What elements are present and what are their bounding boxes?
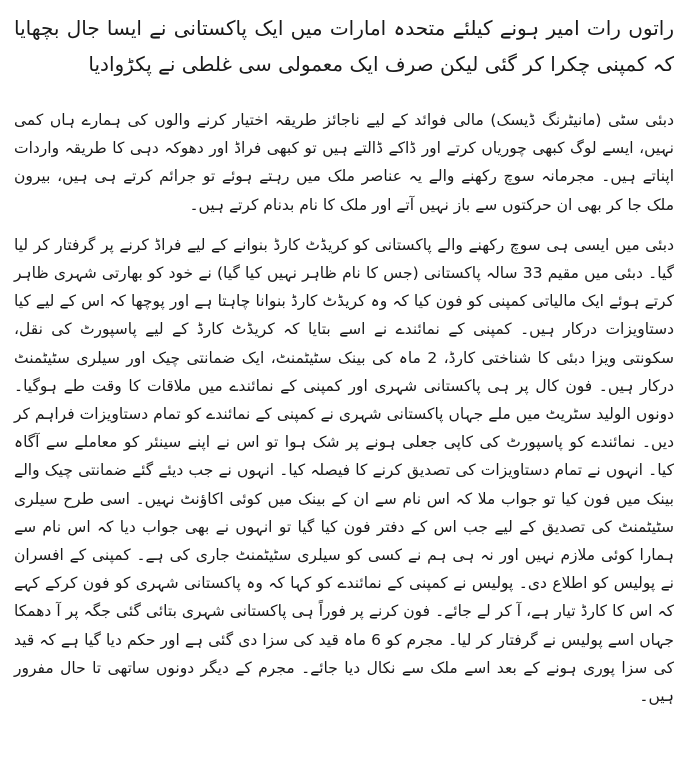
article-headline: راتوں رات امیر ہونے کیلئے متحدہ امارات میں ایک پاکستانی نے ایسا جال بچھایا کہ کمپنی چکرا کر گئی لیکن صرف ایک معمولی سی غلطی نے پکڑوادیا [14, 16, 674, 76]
article-paragraph-intro: دبئی سٹی (مانیٹرنگ ڈیسک) مالی فوائد کے لیے ناجائز طریقہ اختیار کرنے والوں کی ہمارے ہاں کمی نہیں، ایسے لوگ کبھی چوریاں کرتے اور ڈاکے ڈالتے ہیں تو کبھی فراڈ اور دھوکہ دہی کا طریقہ واردات اپناتے ہیں۔ مجرمانہ سوچ رکھنے والے یہ عناصر ملک میں رہتے ہوئے تو جرائم کرتے ہی ہیں، بیرون ملک جا کر بھی ان حرکتوں سے باز نہیں آتے اور ملک کا نام بدنام کرتے ہیں۔ [14, 111, 674, 214]
article [14, 10, 674, 722]
article-paragraph-body: دبئی میں ایسی ہی سوچ رکھنے والے پاکستانی کو کریڈٹ کارڈ بنوانے کے لیے فراڈ کرنے پر گرفتار کر لیا گیا۔ دبئی میں مقیم 33 سالہ پاکستانی (جس کا نام ظاہر نہیں کیا گیا) نے خود کو بھارتی شہری ظاہر کرتے ہوئے ایک مالیاتی کمپنی کو فون کیا کہ وہ کریڈٹ کارڈ بنوانا چاہتا ہے اور پوچھا کہ اس کے لیے کیا دستاویزات درکار ہیں۔ کمپنی کے نمائندے نے اسے بتایا کہ کریڈٹ کارڈ کے لیے پاسپورٹ کی نقل، سکونتی ویزا دبئی کا شناختی کارڈ، 2 ماہ کی بینک سٹیٹمنٹ، ایک ضمانتی چیک اور سیلری سٹیٹمنٹ درکار ہیں۔ فون کال پر ہی پاکستانی شہری اور کمپنی کے نمائندے میں ملاقات کا وقت طے ہوگیا۔ دونوں الولید سٹریٹ میں ملے جہاں پاکستانی شہری نے کمپنی کے نمائندے کو تمام دستاویزات فراہم کر دیں۔ نمائندے کو پاسپورٹ کی کاپی جعلی ہونے پر شک ہوا تو اس نے اپنے سینئر کو معاملے سے آگاہ کیا۔ انہوں نے تمام دستاویزات کی تصدیق کرنے کا فیصلہ کیا۔ انہوں نے جب دیئے گئے ضمانتی چیک والے بینک میں فون کیا تو جواب ملا کہ اس نام سے ان کے بینک میں کوئی اکاؤنٹ نہیں۔ اسی طرح سیلری سٹیٹمنٹ کی تصدیق کے لیے جب اس کے دفتر فون کیا گیا تو انہوں نے بھی جواب دیا کہ اس نام سے ہمارا کوئی ملازم نہیں اور نہ ہی ہم نے کسی کو سیلری سٹیٹمنٹ جاری کی ہے۔ کمپنی کے افسران نے پولیس کو اطلاع دی۔ پولیس نے کمپنی کے نمائندے کو کہا کہ وہ پاکستانی شہری کو فون کرکے کہے کہ اس کا کارڈ تیار ہے، آ کر لے جائے۔ فون کرنے پر فوراً ہی پاکستانی شہری بتائی گئی جگہ پر آ دھمکا جہاں اسے پولیس نے گرفتار کر لیا۔ مجرم کو 6 ماہ قید کی سزا دی گئی ہے اور حکم دیا گیا ہے کہ قید کی سزا پوری ہونے کے بعد اسے ملک سے نکال دیا جائے۔ مجرم کے دیگر دونوں ساتھی تا حال مفرور ہیں۔ [14, 235, 675, 706]
